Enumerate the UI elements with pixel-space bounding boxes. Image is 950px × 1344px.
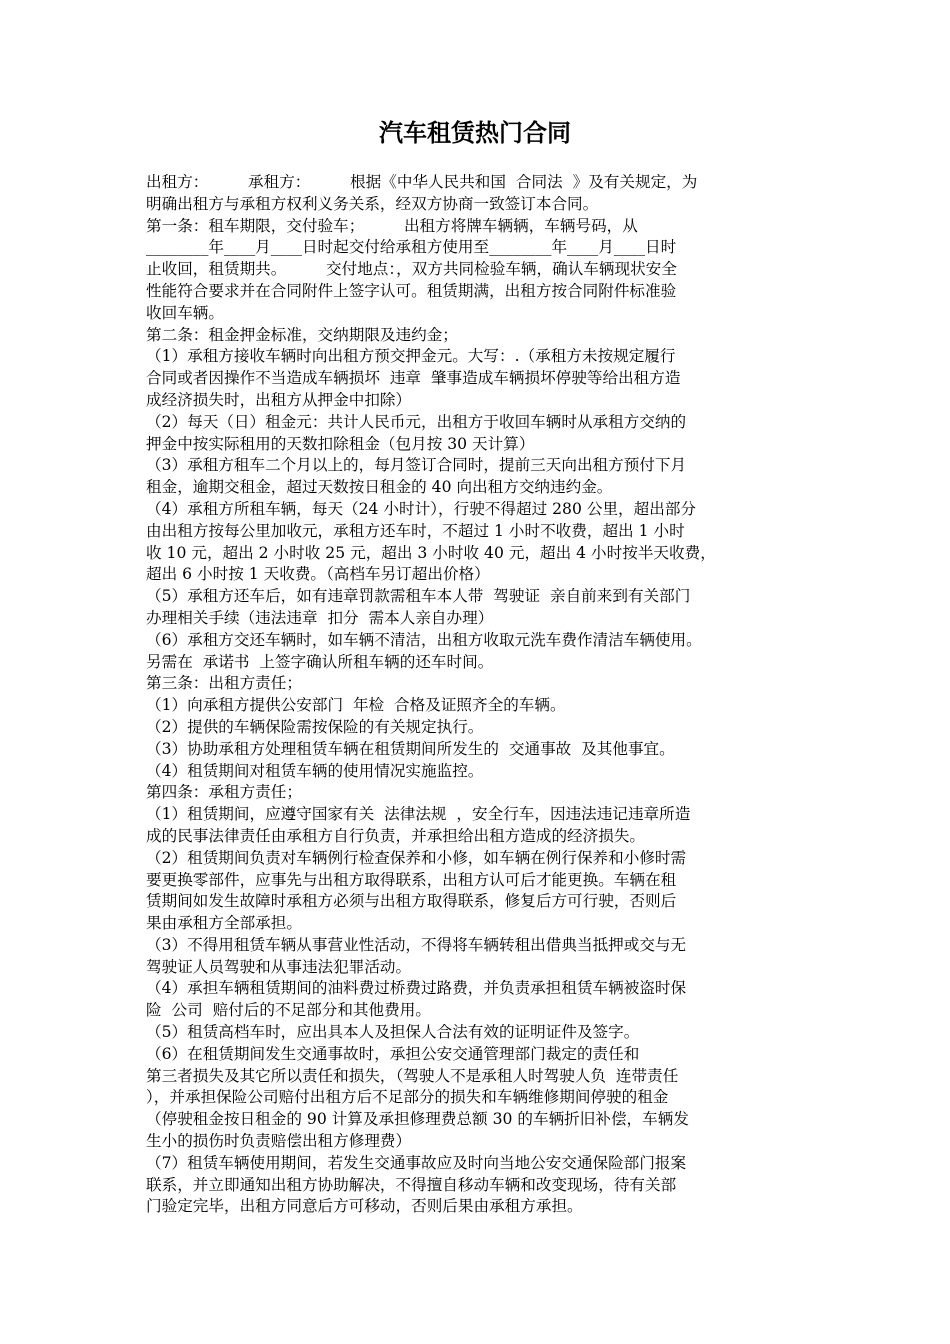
- document-line: ________年____月____日时起交付给承租方使用至________年____月____日时: [146, 238, 677, 257]
- document-line: 收回车辆。: [146, 303, 224, 322]
- document-line: 出租方： 承租方： 根据《中华人民共和国 合同法 》及有关规定，为: [146, 173, 698, 191]
- document-line: 第三者损失及其它所以责任和损失，（驾驶人不是承租人时驾驶人负 连带责任: [146, 1066, 679, 1085]
- document-line: （2）租赁期间负责对车辆例行检查保养和小修，如车辆在例行保养和小修时需: [146, 848, 687, 867]
- document-body: [146, 172, 826, 1218]
- document-line: 果由承租方全部承担。: [146, 914, 302, 933]
- document-line: 明确出租方与承租方权利义务关系，经双方协商一致签订本合同。: [146, 194, 599, 213]
- document-line: ），并承担保险公司赔付出租方后不足部分的损失和车辆维修期间停驶的租金: [146, 1088, 669, 1107]
- document-line: 险 公司 赔付后的不足部分和其他费用。: [146, 1001, 431, 1020]
- document-line: 性能符合要求并在合同附件上签字认可。租赁期满，出租方按合同附件标准验: [146, 281, 677, 300]
- document-line: 收 10 元，超出 2 小时收 25 元，超出 3 小时收 40 元，超出 4 小时按半天收费，: [146, 543, 716, 562]
- document-line: 由出租方按每公里加收元，承租方还车时，不超过 1 小时不收费，超出 1 小时: [146, 521, 685, 540]
- document-line: （2）每天（日）租金元：共计人民币元，出租方于收回车辆时从承租方交纳的: [146, 412, 687, 431]
- document-line: 超出 6 小时按 1 天收费。（高档车另订超出价格）: [146, 565, 490, 584]
- document-line: 第一条：租车期限，交付验车； 出租方将牌车辆辆，车辆号码，从: [146, 216, 638, 235]
- document-line: （5）租赁高档车时，应出具本人及担保人合法有效的证明证件及签字。: [146, 1023, 640, 1042]
- document-line: 联系，并立即通知出租方协助解决，不得擅自移动车辆和改变现场，待有关部: [146, 1175, 677, 1194]
- document-line: （4）承租方所租车辆，每天（24 小时计），行驶不得超过 280 公里，超出部分: [146, 499, 697, 518]
- document-line: （1）租赁期间，应遵守国家有关 法律法规 ，安全行车，因违法违记违章所造: [146, 805, 691, 824]
- document-title: 汽车租赁热门合同: [379, 119, 571, 147]
- document-line: 合同或者因操作不当造成车辆损坏 违章 肇事造成车辆损坏停驶等给出租方造: [146, 369, 681, 388]
- document-line: （6）在租赁期间发生交通事故时，承担公安交通管理部门裁定的责任和: [146, 1044, 640, 1063]
- document-line: （7）租赁车辆使用期间，若发生交通事故应及时向当地公安交通保险部门报案: [146, 1153, 687, 1172]
- document-line: 办理相关手续（违法违章 扣分 需本人亲自办理）: [146, 608, 494, 627]
- document-line: 赁期间如发生故障时承租方必须与出租方取得联系，修复后方可行驶，否则后: [146, 892, 677, 911]
- document-line: （4）承担车辆租赁期间的油料费过桥费过路费，并负责承担租赁车辆被盗时保: [146, 979, 687, 998]
- document-line: 门验定完毕，出租方同意后方可移动，否则后果由承租方承担。: [146, 1197, 583, 1216]
- document-line: 第四条：承租方责任；: [146, 783, 302, 802]
- document-line: （1）向承租方提供公安部门 年检 合格及证照齐全的车辆。: [146, 696, 566, 715]
- document-line: （3）承租方租车二个月以上的，每月签订合同时，提前三天向出租方预付下月: [146, 456, 687, 475]
- document-line: 押金中按实际租用的天数扣除租金（包月按 30 天计算）: [146, 434, 535, 453]
- document-line: （4）租赁期间对租赁车辆的使用情况实施监控。: [146, 761, 484, 780]
- document-line: （停驶租金按日租金的 90 计算及承担修理费总额 30 的车辆折旧补偿，车辆发: [146, 1110, 689, 1129]
- document-line: （3）协助承租方处理租赁车辆在租赁期间所发生的 交通事故 及其他事宜。: [146, 739, 675, 758]
- document-line: 止收回，租赁期共。 交付地点：，双方共同检验车辆，确认车辆现状安全: [146, 260, 677, 279]
- document-line: 租金，逾期交租金，超过天数按日租金的 40 向出租方交纳违约金。: [146, 478, 613, 497]
- document-line: 要更换零部件，应事先与出租方取得联系，出租方认可后才能更换。车辆在租: [146, 870, 677, 889]
- document-line: （1）承租方接收车辆时向出租方预交押金元。大写：.（承租方未按规定履行: [146, 347, 676, 366]
- document-line: （6）承租方交还车辆时，如车辆不清洁，出租方收取元洗车费作清洁车辆使用。: [146, 630, 702, 649]
- document-line: 生小的损伤时负责赔偿出租方修理费）: [146, 1132, 412, 1151]
- document-line: 第二条：租金押金标准，交纳期限及违约金；: [146, 325, 458, 344]
- document-line: 成的民事法律责任由承租方自行负责，并承担给出租方造成的经济损失。: [146, 826, 646, 845]
- document-line: （3）不得用租赁车辆从事营业性活动，不得将车辆转租出借典当抵押或交与无: [146, 935, 687, 954]
- document-line: （5）承租方还车后，如有违章罚款需租车本人带 驾驶证 亲自前来到有关部门: [146, 587, 691, 606]
- document-line: 成经济损失时，出租方从押金中扣除）: [146, 390, 412, 409]
- document-line: 另需在 承诺书 上签字确认所租车辆的还车时间。: [146, 652, 494, 671]
- document-line: （2）提供的车辆保险需按保险的有关规定执行。: [146, 717, 484, 736]
- document-line: 驾驶证人员驾驶和从事违法犯罪活动。: [146, 957, 412, 976]
- document-line: 第三条：出租方责任；: [146, 674, 302, 693]
